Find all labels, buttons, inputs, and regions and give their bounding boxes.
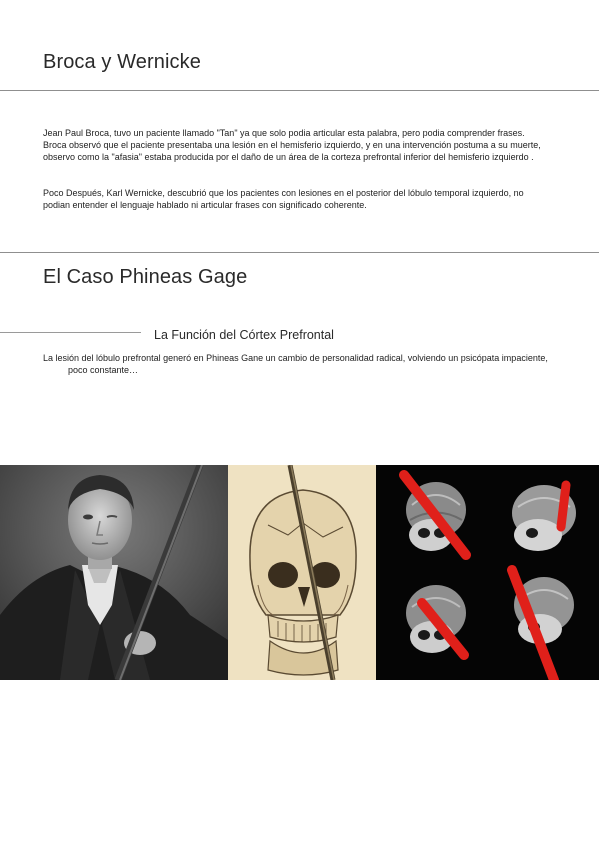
section-title-broca-wernicke: Broca y Wernicke (43, 51, 201, 73)
section-divider (0, 90, 599, 91)
skull-engraving (228, 465, 376, 680)
subtitle-rule (0, 332, 141, 333)
broca-paragraph: Jean Paul Broca, tuvo un paciente llamado "Tan" ya que solo podia articular esta palabra, pero podia comprender frases. Broca observó que el paciente presentaba una lesión en el hemisferio izquierdo, y en una intervención postuma a su muerte, observo como la "afasia" estaba producida por el daño de un área de la corteza prefrontal inferior del hemisferio izquierdo . (43, 128, 541, 162)
section-title-phineas-gage: El Caso Phineas Gage (43, 266, 248, 288)
wernicke-paragraph: Poco Después, Karl Wernicke, descubrió que los pacientes con lesiones en el posterior del lóbulo temporal izquierdo, no podian entender el lenguaje hablado ni articular frases con significado coherente. (43, 188, 524, 210)
brain-scan-reconstructions (376, 465, 599, 680)
phineas-gage-portrait (0, 465, 228, 680)
phineas-gage-paragraph: La lesión del lóbulo prefrontal generó en Phineas Gane un cambio de personalidad radical, volviendo un psicópata impaciente, poco constante… (43, 353, 548, 375)
section-subtitle: La Función del Córtex Prefrontal (154, 328, 334, 342)
section-divider (0, 252, 599, 253)
image-strip (0, 465, 599, 680)
